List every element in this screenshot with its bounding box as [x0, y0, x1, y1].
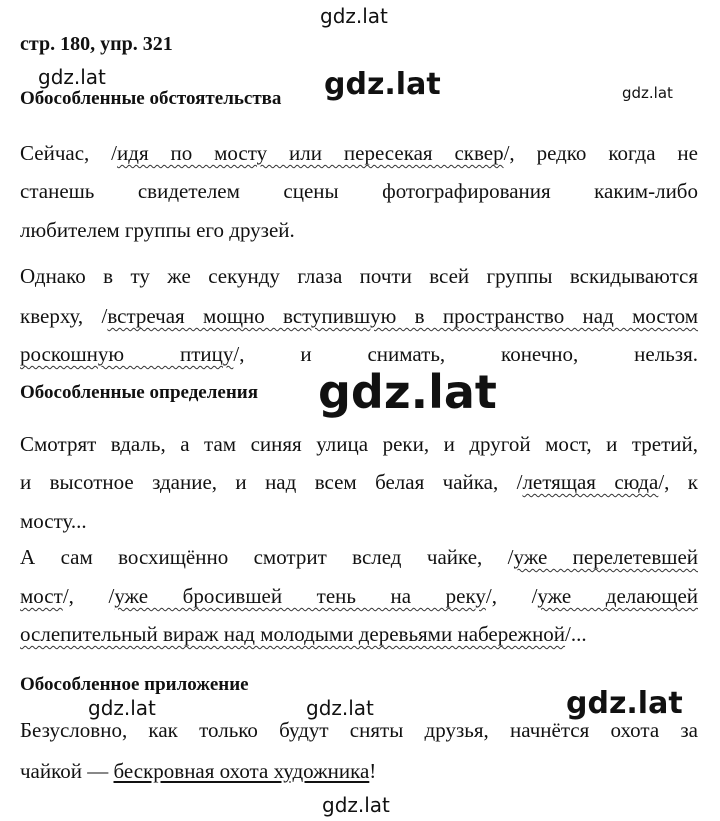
text-fragment: кверху, /	[20, 304, 108, 328]
watermark: gdz.lat	[322, 793, 390, 817]
underlined-phrase: мост	[20, 584, 63, 608]
watermark: gdz.lat	[324, 67, 441, 102]
text-fragment: чайкой —	[20, 759, 114, 783]
text-line: мосту...	[20, 509, 87, 533]
underlined-phrase: бескровная охота художника	[113, 759, 370, 783]
text-fragment: А сам восхищённо смотрит вслед чайке, /	[20, 545, 514, 569]
watermark: gdz.lat	[320, 4, 388, 28]
text-fragment: Сейчас, /	[20, 141, 118, 165]
text-fragment: /, и снимать, конечно, нельзя.	[233, 342, 698, 366]
text-line: Безусловно, как только будут сняты друзья, начнётся охота за	[20, 718, 698, 742]
text-line	[20, 543, 698, 571]
heading-appositive: Обособленное приложение	[20, 674, 249, 695]
underlined-phrase: уже перелетевшей	[513, 545, 698, 569]
heading-adverbial: Обособленные обстоятельства	[20, 88, 282, 109]
text-fragment: /, к	[658, 470, 698, 494]
underlined-phrase: уже бросившей тень на реку	[114, 584, 486, 608]
text-fragment: /, /	[485, 584, 538, 608]
watermark: gdz.lat	[566, 686, 683, 721]
text-line	[20, 620, 698, 648]
exercise-reference: стр. 180, упр. 321	[20, 33, 173, 55]
watermark: gdz.lat	[88, 696, 156, 720]
text-line	[20, 757, 698, 785]
underlined-phrase: ослепительный вираж над молодыми деревьями набережной	[20, 622, 566, 646]
underlined-phrase: встречая мощно вступившую в пространство над мостом	[107, 304, 699, 328]
text-line: станешь свидетелем сцены фотографирования каким-либо	[20, 179, 698, 203]
watermark: gdz.lat	[622, 84, 673, 102]
underlined-phrase: роскошную птицу	[20, 342, 234, 366]
underlined-phrase: уже делающей	[537, 584, 698, 608]
text-fragment: !	[369, 759, 377, 783]
text-line	[20, 582, 698, 610]
underlined-phrase: летящая сюда	[522, 470, 659, 494]
text-fragment: /, редко когда не	[503, 141, 698, 165]
heading-attributive: Обособленные определения	[20, 382, 259, 403]
text-line: Смотрят вдаль, а там синяя улица реки, и другой мост, и третий,	[20, 432, 698, 456]
text-fragment: и высотное здание, и над всем белая чайка, /	[20, 470, 523, 494]
watermark: gdz.lat	[306, 696, 374, 720]
watermark: gdz.lat	[318, 365, 497, 419]
text-line: любителем группы его друзей.	[20, 218, 295, 242]
text-fragment: /, /	[62, 584, 115, 608]
underlined-phrase: идя по мосту или пересекая сквер	[117, 141, 504, 165]
text-line	[20, 302, 698, 330]
text-fragment: /...	[565, 622, 587, 646]
text-line: Однако в ту же секунду глаза почти всей группы вскидываются	[20, 264, 698, 288]
text-line	[20, 340, 698, 368]
text-line	[20, 139, 698, 167]
text-line	[20, 468, 698, 496]
watermark: gdz.lat	[38, 65, 106, 89]
